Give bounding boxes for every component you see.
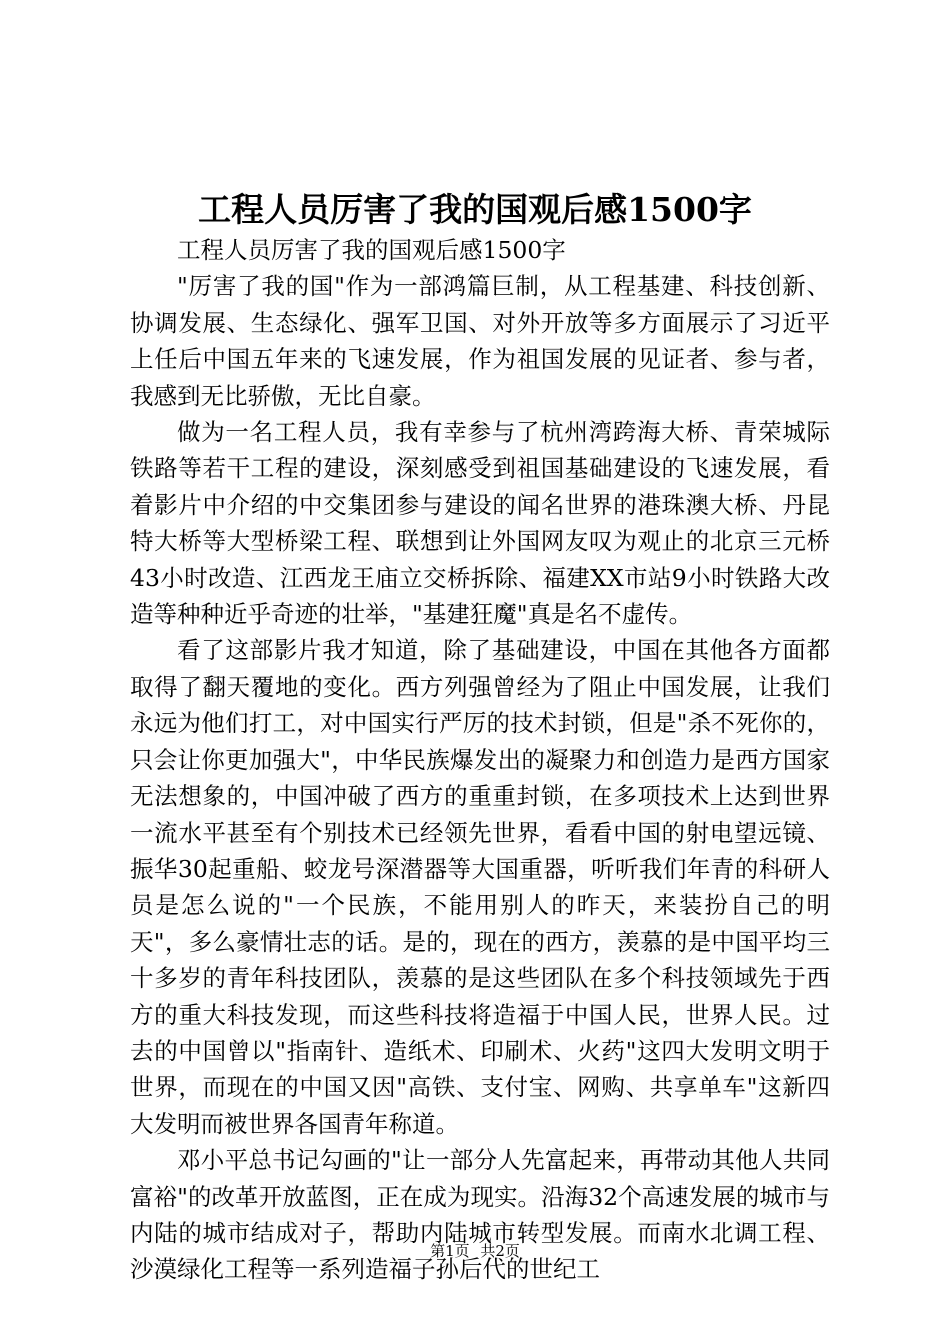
- page-total: 共2页: [480, 1242, 520, 1260]
- document-body: [130, 232, 830, 1288]
- page-number: 第1页: [430, 1242, 470, 1260]
- paragraph-engineering: 做为一名工程人员，我有幸参与了杭州湾跨海大桥、青荣城际铁路等若干工程的建设，深刻感受到祖国基础建设的飞速发展，看着影片中介绍的中交集团参与建设的闻名世界的港珠澳大桥、丹昆特大桥等大型桥梁工程、联想到让外国网友叹为观止的北京三元桥43小时改造、江西龙王庙立交桥拆除、福建XX市站9小时铁路大改造等种种近乎奇迹的壮举，"基建狂魔"真是名不虚传。: [130, 418, 830, 629]
- page-footer: [0, 1241, 950, 1261]
- paragraph-subtitle: 工程人员厉害了我的国观后感1500字: [177, 236, 566, 264]
- paragraph-reform: 邓小平总书记勾画的"让一部分人先富起来，再带动其他人共同富裕"的改革开放蓝图，正在成为现实。沿海32个高速发展的城市与内陆的城市结成对子，帮助内陆城市转型发展。而南水北调工程、沙漠绿化工程等一系列造福子孙后代的世纪工: [130, 1146, 830, 1284]
- paragraph-technology: 看了这部影片我才知道，除了基础建设，中国在其他各方面都取得了翻天覆地的变化。西方列强曾经为了阻止中国发展，让我们永远为他们打工，对中国实行严厉的技术封锁，但是"杀不死你的，只会让你更加强大"，中华民族爆发出的凝聚力和创造力是西方国家无法想象的，中国冲破了西方的重重封锁，在多项技术上达到世界一流水平甚至有个别技术已经领先世界，看看中国的射电望远镜、振华30起重船、蛟龙号深潜器等大国重器，听听我们年青的科研人员是怎么说的"一个民族，不能用别人的昨天，来装扮自己的明天"，多么豪情壮志的话。是的，现在的西方，羡慕的是中国平均三十多岁的青年科技团队，羡慕的是这些团队在多个科技领域先于西方的重大科技发现，而这些科技将造福于中国人民，世界人民。过去的中国曾以"指南针、造纸术、印刷术、火药"这四大发明文明于世界，而现在的中国又因"高铁、支付宝、网购、共享单车"这新四大发明而被世界各国青年称道。: [130, 636, 830, 1138]
- document-title: 工程人员厉害了我的国观后感1500字: [198, 190, 752, 229]
- paragraph-intro: "厉害了我的国"作为一部鸿篇巨制，从工程基建、科技创新、协调发展、生态绿化、强军卫国、对外开放等多方面展示了习近平上任后中国五年来的飞速发展，作为祖国发展的见证者、参与者，我感到无比骄傲，无比自豪。: [130, 272, 830, 410]
